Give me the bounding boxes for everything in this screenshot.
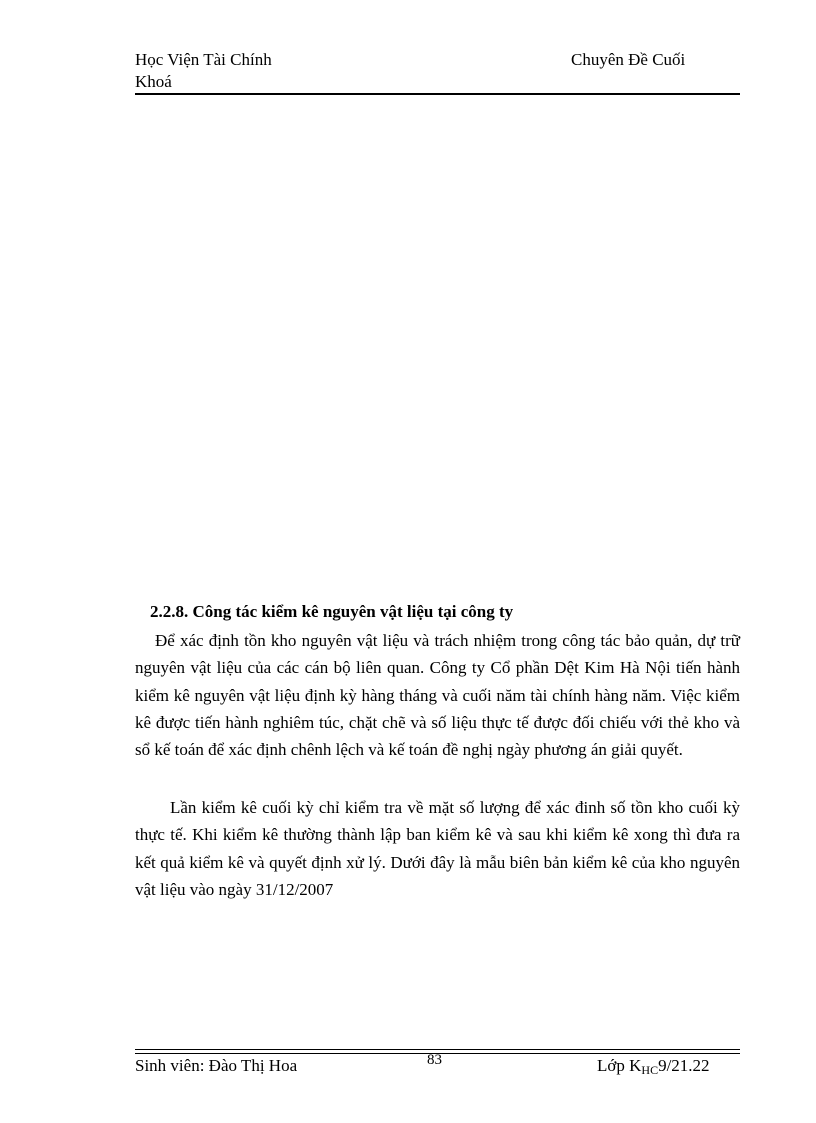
footer-divider-top: [135, 1049, 740, 1050]
header-institution-line2: Khoá: [135, 72, 172, 91]
footer-class-suffix: 9/21.22: [658, 1056, 710, 1075]
footer-student: Sinh viên: Đào Thị Hoa: [135, 1056, 298, 1075]
header-doc-title: Chuyên Đề Cuối: [571, 50, 686, 69]
page-number: 83: [427, 1052, 442, 1068]
footer-class-subscript: HC: [641, 1063, 659, 1077]
header-divider: [135, 93, 740, 95]
footer-class: [597, 1055, 710, 1081]
section-heading: 2.2.8. Công tác kiểm kê nguyên vật liệu tại công ty: [150, 602, 514, 621]
footer-class-prefix: Lớp K: [597, 1056, 642, 1075]
header-institution: [135, 49, 272, 93]
paragraph-2: Lần kiểm kê cuối kỳ chỉ kiểm tra về mặt số lượng để xác đinh số tồn kho cuối kỳ thực tế. Khi kiểm kê thường thành lập ban kiểm kê và sau khi kiểm kê xong thì đưa ra kết quả kiểm kê và quyết định xử lý. Dưới đây là mẫu biên bản kiểm kê của kho nguyên vật liệu vào ngày 31/12/2007: [135, 798, 740, 899]
paragraph-1: Để xác định tồn kho nguyên vật liệu và trách nhiệm trong công tác bảo quản, dự trữ nguyên vật liệu của các cán bộ liên quan. Công ty Cổ phần Dệt Kim Hà Nội tiến hành kiểm kê nguyên vật liệu định kỳ hàng tháng và cuối năm tài chính hàng năm. Việc kiểm kê được tiến hành nghiêm túc, chặt chẽ và số liệu thực tế được đối chiếu với thẻ kho và sổ kế toán để xác định chênh lệch và kế toán đề nghị ngày phương án giải quyết.: [135, 631, 740, 760]
header-institution-line1: Học Viện Tài Chính: [135, 50, 272, 69]
